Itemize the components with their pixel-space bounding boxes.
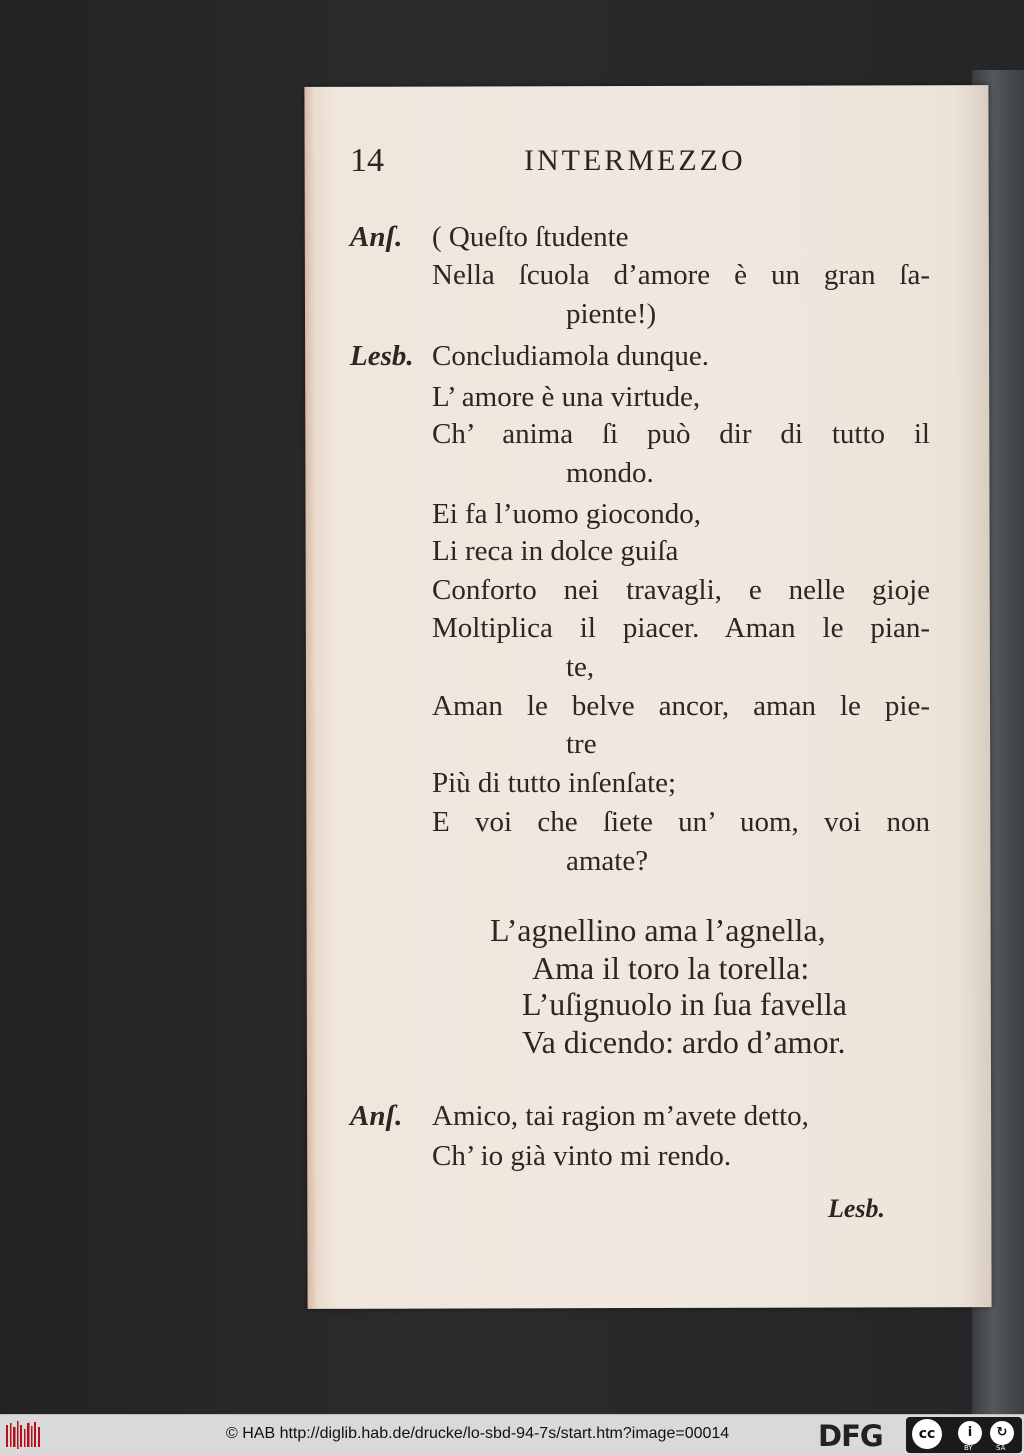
text-line xyxy=(350,498,950,536)
cc-icon: cc xyxy=(912,1419,942,1449)
speaker-label: Anſ. xyxy=(350,221,403,253)
text-line xyxy=(350,574,950,612)
text-line xyxy=(350,612,950,650)
catchword: Lesb. xyxy=(828,1194,886,1223)
verse-line: Aman le belve ancor, aman le pie- xyxy=(432,690,930,722)
text-line xyxy=(350,767,950,805)
hab-barcode-logo-icon xyxy=(6,1421,42,1449)
text-line xyxy=(350,806,950,844)
page-header xyxy=(350,142,810,188)
text-line xyxy=(350,418,950,456)
page-number: 14 xyxy=(350,142,384,179)
verse-line: Li reca in dolce guiſa xyxy=(432,535,679,567)
verse-line: Nella ſcuola d’amore è un gran ſa- xyxy=(432,259,930,291)
text-line xyxy=(350,457,950,495)
verse-continuation: te, xyxy=(566,651,595,683)
sa-icon: ↻ xyxy=(990,1421,1014,1445)
aria-line: L’uſignuolo in ſua favella xyxy=(522,986,847,1022)
speaker-label: Lesb. xyxy=(350,340,414,372)
verse-line: Ei fa l’uomo giocondo, xyxy=(432,498,702,530)
cc-license-badge[interactable] xyxy=(906,1417,1022,1453)
verse-line: Più di tutto inſenſate; xyxy=(432,767,677,799)
verse-line: ( Queſto ſtudente xyxy=(432,221,629,253)
text-line xyxy=(350,690,950,728)
dfg-logo: DFG xyxy=(818,1419,883,1453)
text-line xyxy=(350,728,950,766)
copyright-link[interactable]: © HAB http://diglib.hab.de/drucke/lo-sbd-94-7s/start.htm?image=00014 xyxy=(226,1425,730,1442)
aria-line: Ama il toro la torella: xyxy=(532,950,810,986)
text-line xyxy=(350,340,950,378)
sa-label: SA xyxy=(996,1444,1006,1452)
verse-line: Moltiplica il piacer. Aman le pian- xyxy=(432,612,930,644)
verse-line: L’ amore è una virtude, xyxy=(432,381,701,413)
viewer-footer xyxy=(0,1414,1024,1455)
text-line xyxy=(350,381,950,419)
verse-continuation: piente!) xyxy=(566,298,657,330)
text-line xyxy=(350,298,950,336)
running-title: INTERMEZZO xyxy=(524,144,746,177)
aria-line: Va dicendo: ardo d’amor. xyxy=(522,1024,846,1060)
verse-line: Concludiamola dunque. xyxy=(432,340,710,372)
text-line xyxy=(350,1140,950,1178)
verse-continuation: tre xyxy=(566,728,597,760)
verse-line: Ch’ io già vinto mi rendo. xyxy=(432,1140,732,1172)
text-line xyxy=(350,1100,950,1138)
text-line xyxy=(350,535,950,573)
verse-continuation: mondo. xyxy=(566,457,654,489)
by-label: BY xyxy=(964,1444,973,1452)
verse-line: Amico, tai ragion m’avete detto, xyxy=(432,1100,809,1132)
aria-line: L’agnellino ama l’agnella, xyxy=(490,912,826,948)
text-line xyxy=(350,651,950,689)
text-line xyxy=(350,845,950,883)
verse-line: Ch’ anima ſi può dir di tutto il xyxy=(432,418,930,450)
text-line xyxy=(350,259,950,297)
text-line xyxy=(350,221,950,259)
by-icon: i xyxy=(958,1421,982,1445)
verse-line: Conforto nei travagli, e nelle gioje xyxy=(432,574,930,606)
verse-line: E voi che ſiete un’ uom, voi non xyxy=(432,806,930,838)
verse-continuation: amate? xyxy=(566,845,649,877)
speaker-label: Anſ. xyxy=(350,1100,403,1132)
